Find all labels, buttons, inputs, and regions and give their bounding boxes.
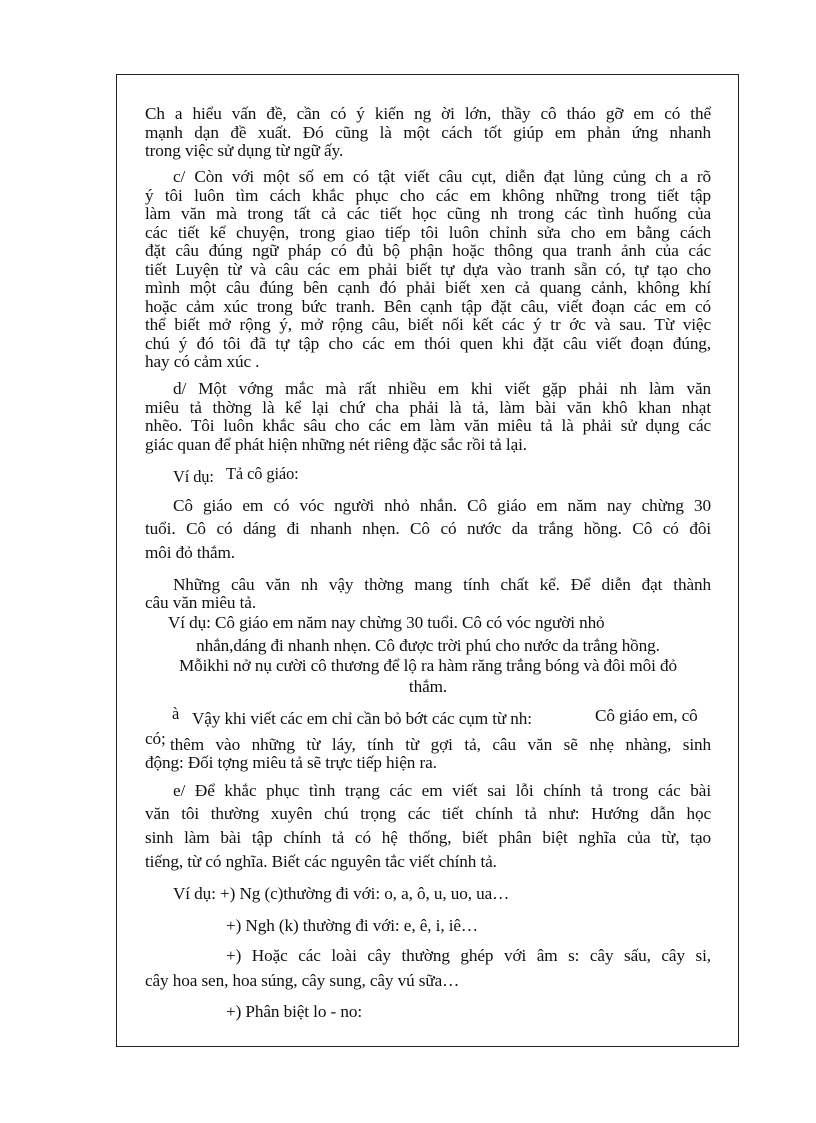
- text-line: thêm vào những từ láy, tính từ gợi tả, câu văn sẽ nhẹ nhàng, sinh: [170, 735, 711, 754]
- text-line: sinh làm bài tập chính tả có hệ thống, biết phân biệt nghĩa của từ, tạo: [145, 828, 711, 847]
- text-line: nhắn,dáng đi nhanh nhẹn. Cô được trời phú cho nước da trắng hồng.: [196, 636, 660, 655]
- text-line: tiếng, từ có nghĩa. Biết các nguyên tắc viết chính tả.: [145, 852, 497, 871]
- example-title: Tả cô giáo:: [226, 464, 299, 483]
- text-line: giác quan để phát hiện những nét riêng đặc sắc rồi tả lại.: [145, 435, 527, 454]
- text-line: tuổi. Cô có dáng đi nhanh nhẹn. Cô có nước da trắng hồng. Cô có đôi: [145, 519, 711, 538]
- text-line: +) Ngh (k) thường đi với: e, ê, i, iê…: [226, 916, 479, 935]
- text-line: văn tôi thường xuyên chú trọng các tiết chính tả như: Hướng dẫn học: [145, 804, 711, 823]
- text-line: +) Hoặc các loài cây thường ghép với âm s: cây sấu, cây si,: [226, 946, 711, 965]
- text-line: động: Đối tợng miêu tả sẽ trực tiếp hiện ra.: [145, 753, 437, 772]
- text-line: đặt câu đúng ngữ pháp có đủ bộ phận hoặc thông qua tranh ảnh của các: [145, 241, 711, 260]
- text-line: cây hoa sen, hoa súng, cây sung, cây vú sữa…: [145, 971, 460, 990]
- text-line: câu văn miêu tả.: [145, 593, 257, 612]
- text-line: c/ Còn với một số em có tật viết câu cụt, diễn đạt lủng củng ch a rõ: [173, 167, 711, 186]
- example-label: Ví dụ:: [173, 467, 214, 486]
- text-line: e/ Để khắc phục tình trạng các em viết sai lỗi chính tả trong các bài: [173, 781, 711, 800]
- text-line: các tiết kể chuyện, trong giao tiếp tôi luôn chỉnh sửa cho em bằng cách: [145, 223, 711, 242]
- arrow-symbol: à: [172, 704, 180, 723]
- text-line: tiết Luyện từ và câu các em phải biết tự dựa vào tranh sẵn có, tự tạo cho: [145, 260, 711, 279]
- text-line: chú ý đó tôi đã tự tập cho các em thói quen khi đặt câu viết đoạn đúng,: [145, 334, 711, 353]
- text-line: thể biết mở rộng ý, mở rộng câu, biết nối kết các ý tr ớc và sau. Từ việc: [145, 315, 711, 334]
- text-line: Cô giáo em có vóc người nhỏ nhắn. Cô giáo em năm nay chừng 30: [173, 496, 711, 515]
- text-line: mạnh dạn đề xuất. Đó cũng là một cách tốt giúp em phản ứng nhanh: [145, 123, 711, 142]
- text-line: trong việc sử dụng từ ngữ ấy.: [145, 141, 344, 160]
- text-line: thắm.: [408, 677, 448, 696]
- text-line: +) Phân biệt lo - no:: [226, 1002, 363, 1021]
- text-line: Những câu văn nh vậy thờng mang tính chất kể. Để diễn đạt thành: [173, 575, 711, 594]
- text-line: Cô giáo em, cô: [595, 706, 698, 725]
- text-line: Mỗikhi nở nụ cười cô thương để lộ ra hàm răng trắng bóng và đôi môi đỏ: [178, 656, 678, 675]
- text-line: mình một câu đúng bên cạnh đó phải biết xen cả quang cảnh, không khí: [145, 278, 711, 297]
- text-line: hay có cảm xúc .: [145, 352, 260, 371]
- text-line: Ví dụ: Cô giáo em năm nay chừng 30 tuổi. Cô có vóc người nhỏ: [168, 613, 605, 632]
- text-line: nhẽo. Tôi luôn khắc sâu cho các em làm văn miêu tả là phải sử dụng các: [145, 416, 711, 435]
- text-line: Ch a hiểu vấn đề, cần có ý kiến ng ời lớn, thầy cô tháo gỡ em có thể: [145, 104, 711, 123]
- text-line: hoặc cảm xúc trong bức tranh. Bên cạnh tập đặt câu, viết đoạn các em có: [145, 297, 711, 316]
- text-line: ý tôi luôn tìm cách khắc phục cho các em không những trong tiết tập: [145, 186, 711, 205]
- text-line: môi đỏ thắm.: [145, 543, 235, 562]
- text-line: d/ Một vớng mắc mà rất nhiều em khi viết gặp phải nh làm văn: [173, 379, 711, 398]
- text-line: làm văn mà trong tất cả các tiết học cũng nh trong các tình huống của: [145, 204, 711, 223]
- text-line: có;: [145, 729, 166, 748]
- text-line: Ví dụ: +) Ng (c)thường đi với: o, a, ô, u, uo, ua…: [173, 884, 510, 903]
- text-line: Vậy khi viết các em chỉ cần bỏ bớt các cụm từ nh:: [192, 709, 532, 728]
- text-line: miêu tả thờng là kể lại chứ cha phải là tả, làm bài văn khô khan nhạt: [145, 398, 711, 417]
